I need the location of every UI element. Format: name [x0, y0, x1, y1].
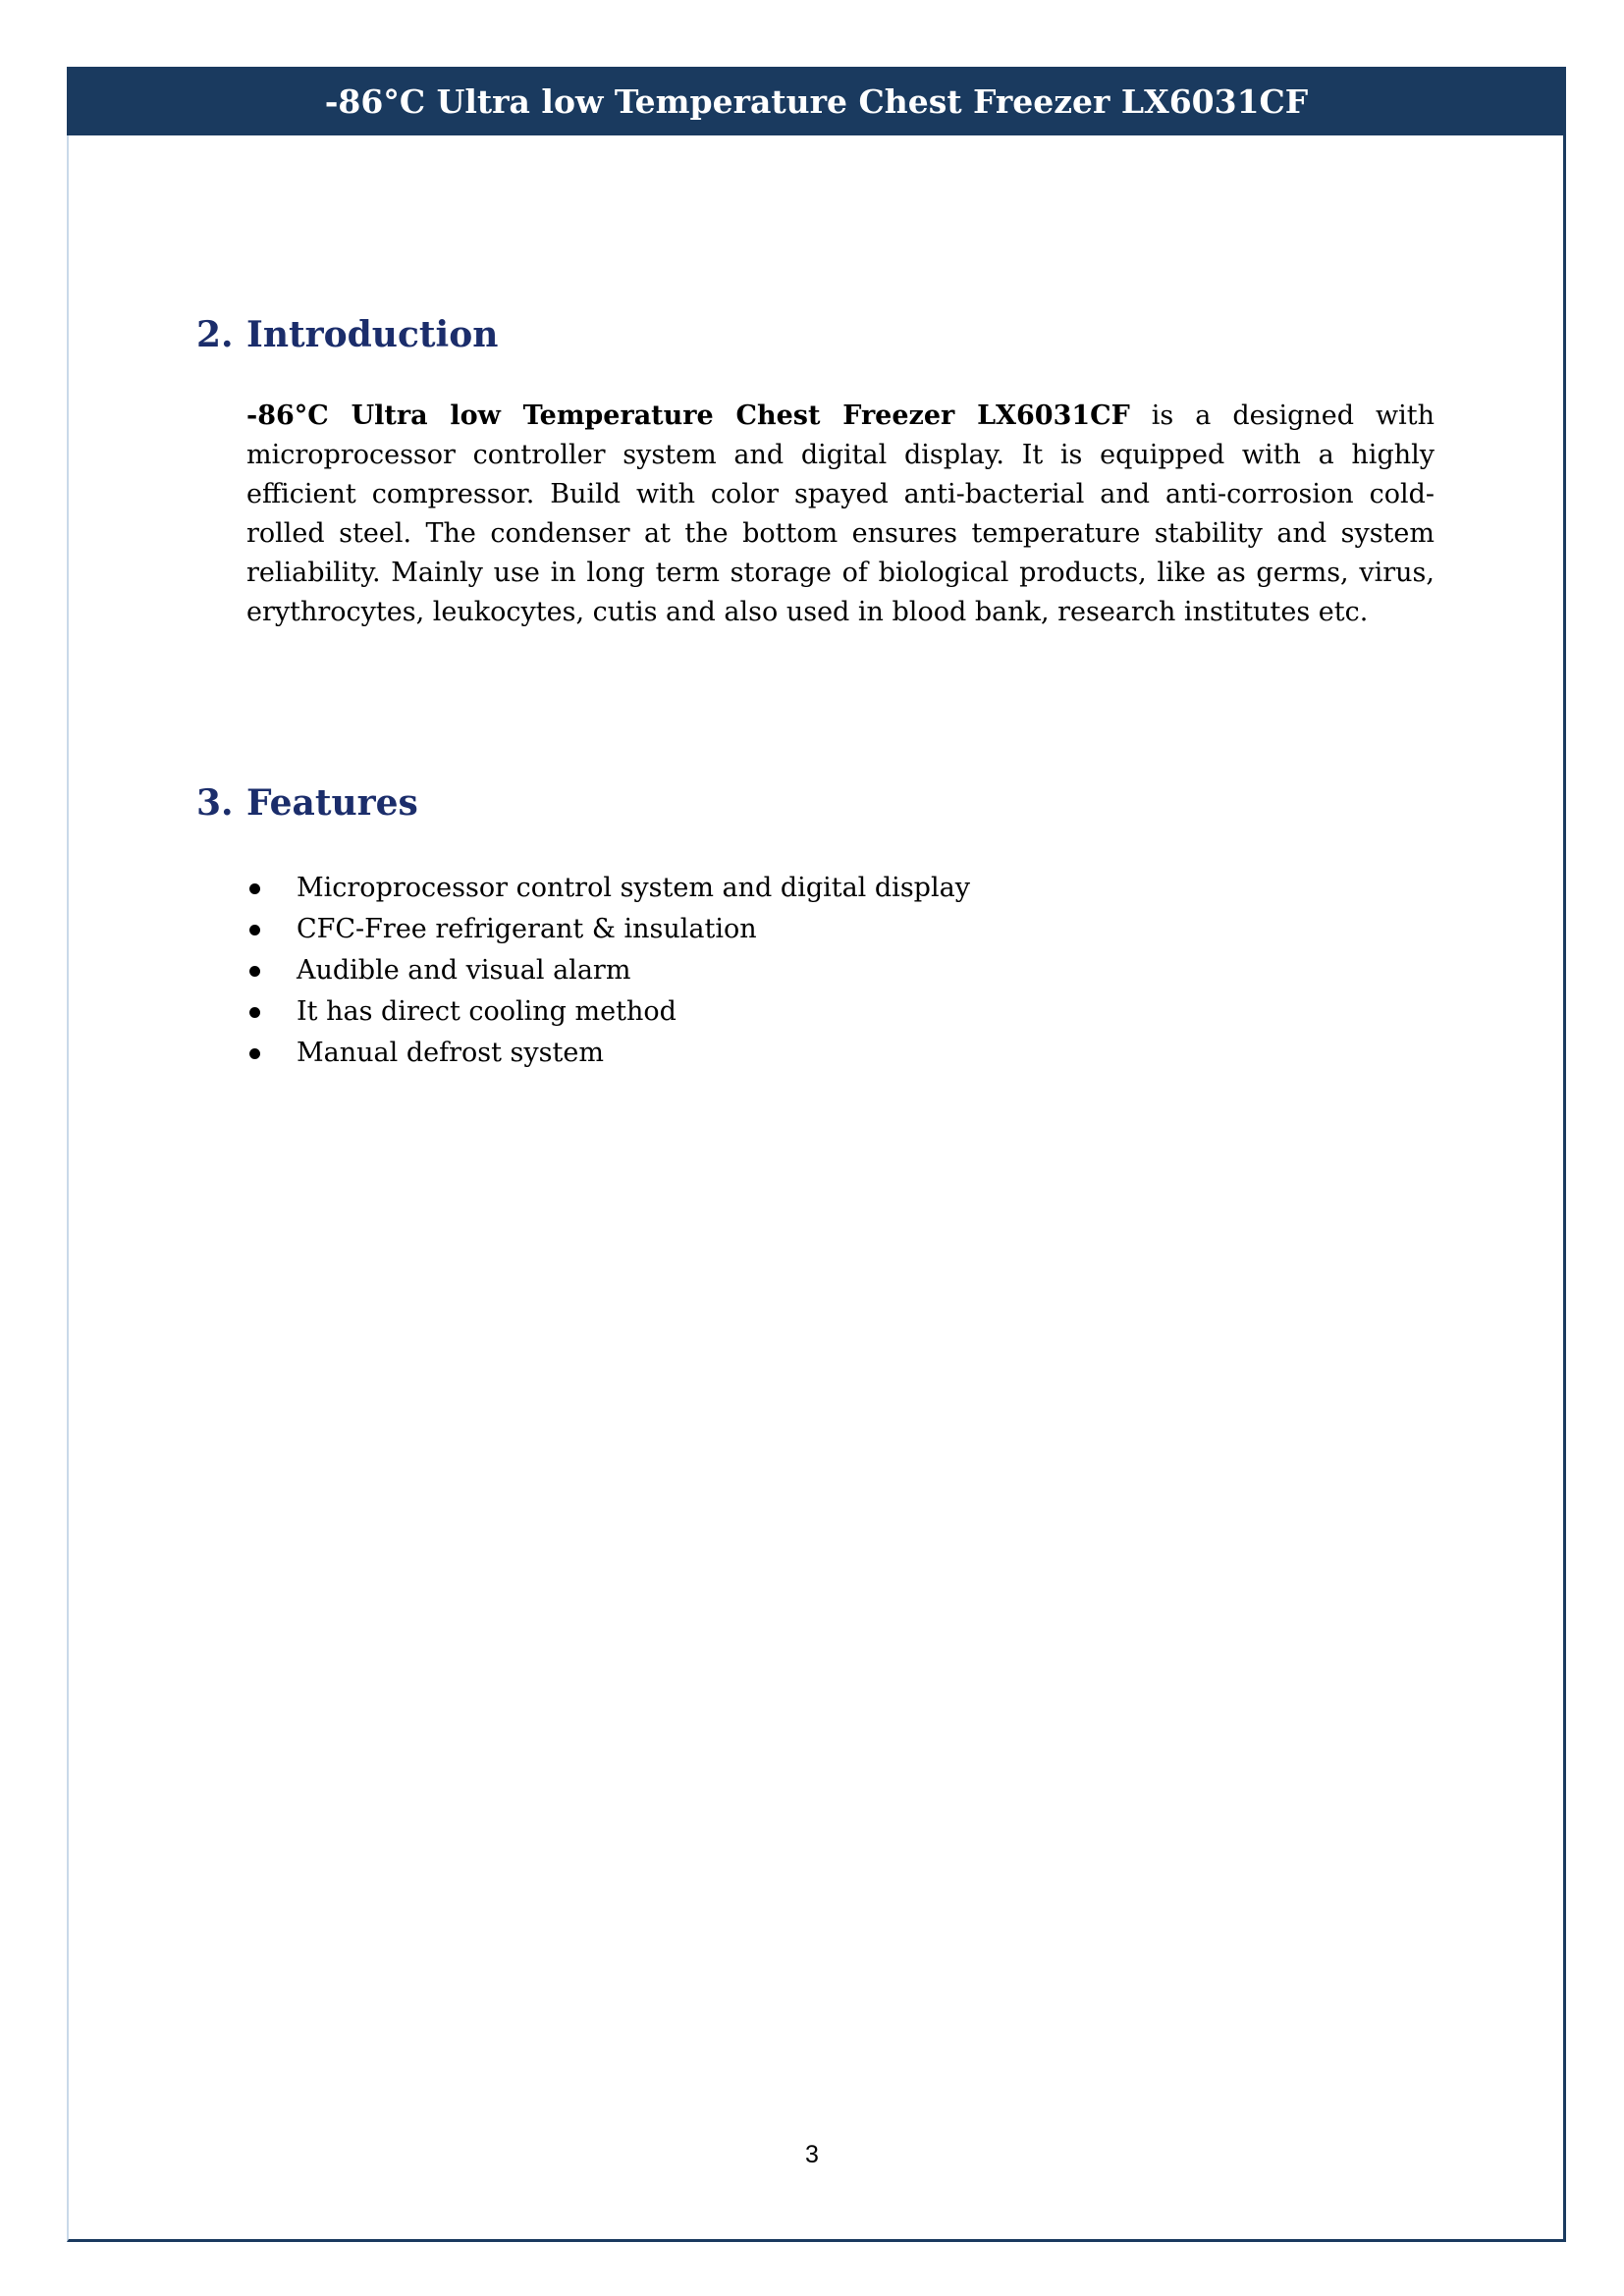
introduction-heading [196, 314, 498, 355]
list-item [246, 950, 970, 991]
list-item [246, 868, 970, 909]
features-list [246, 868, 970, 1074]
features-section-number: 3. [196, 782, 234, 824]
introduction-product-name: -86°C Ultra low Temperature Chest Freezer LX6031CF [246, 400, 1130, 431]
feature-text: Audible and visual alarm [297, 955, 631, 986]
features-heading [196, 782, 418, 824]
feature-text: CFC-Free refrigerant & insulation [297, 914, 757, 944]
page-border [67, 67, 1566, 2242]
header-banner [67, 67, 1566, 135]
features-heading-text: Features [246, 782, 418, 824]
feature-text: It has direct cooling method [297, 996, 677, 1027]
introduction-body-text: is a designed with microprocessor controller system and digital display. It is equipped with a highly efficient compressor. Build with color spayed anti-bacterial and anti-corrosion cold-rolled steel. The condenser at the bottom ensures temperature stability and system reliability. Mainly use in long term storage of biological products, like as germs, virus, erythrocytes, leukocytes, cutis and also used in blood bank, research institutes etc. [246, 400, 1435, 627]
bullet-icon [246, 925, 297, 935]
list-item [246, 991, 970, 1033]
introduction-section-number: 2. [196, 314, 234, 355]
document-title: -86°C Ultra low Temperature Chest Freezer LX6031CF [324, 81, 1309, 121]
list-item [246, 909, 970, 950]
bullet-icon [246, 966, 297, 977]
bullet-icon [246, 1007, 297, 1018]
list-item [246, 1033, 970, 1074]
page-number: 3 [805, 2141, 819, 2168]
feature-text: Microprocessor control system and digital display [297, 873, 970, 903]
bullet-icon [246, 1048, 297, 1059]
feature-text: Manual defrost system [297, 1038, 604, 1068]
introduction-heading-text: Introduction [246, 314, 499, 355]
introduction-paragraph [246, 397, 1435, 632]
bullet-icon [246, 883, 297, 894]
